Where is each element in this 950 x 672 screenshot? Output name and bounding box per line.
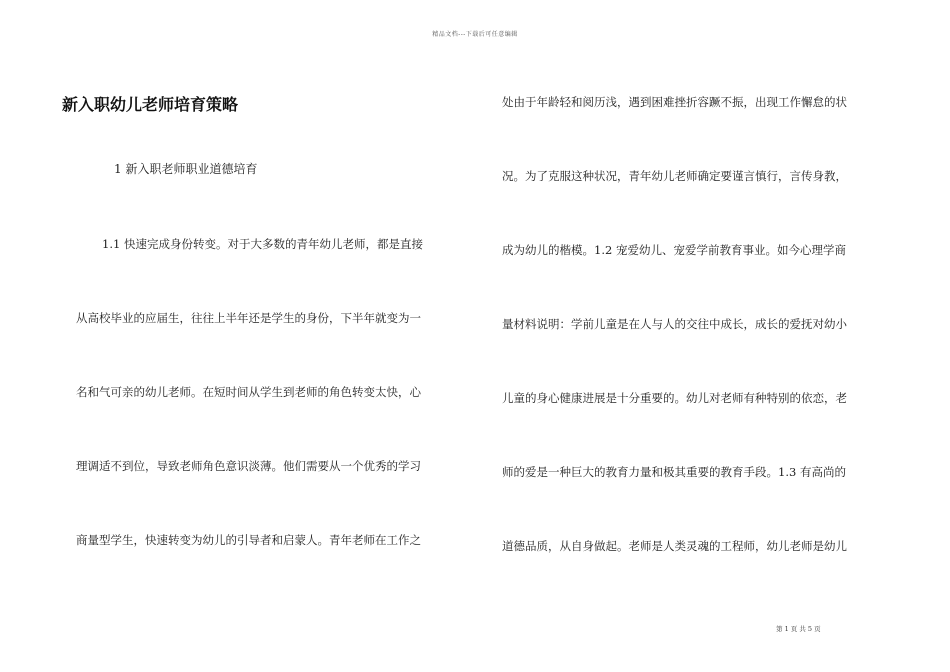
paragraph-line: 成为幼儿的楷模。1.2 宠爱幼儿、宠爱学前教育事业。如今心理学商 — [502, 243, 846, 257]
header-note: 精品文档---下载后可任意编辑 — [432, 31, 518, 38]
paragraph-line: 处由于年龄轻和阅历浅，遇到困难挫折容蹶不振，出现工作懈怠的状 — [502, 95, 847, 109]
section-heading: 1 新入职老师职业道德培育 — [114, 162, 258, 176]
paragraph-line: 商量型学生，快速转变为幼儿的引导者和启蒙人。青年老师在工作之 — [76, 533, 421, 547]
paragraph-line: 道德品质，从自身做起。老师是人类灵魂的工程师，幼儿老师是幼儿 — [502, 539, 847, 553]
paragraph-line: 从高校毕业的应届生，往往上半年还是学生的身份，下半年就变为一 — [76, 311, 421, 325]
document-title: 新入职幼儿老师培育策略 — [62, 95, 239, 114]
page-number: 第 1 页 共 5 页 — [776, 625, 821, 633]
paragraph-line: 理调适不到位，导致老师角色意识淡薄。他们需要从一个优秀的学习 — [76, 459, 421, 473]
paragraph-line: 1.1 快速完成身份转变。对于大多数的青年幼儿老师，都是直接 — [102, 237, 423, 251]
paragraph-line: 儿童的身心健康进展是十分重要的。幼儿对老师有种特别的依恋，老 — [502, 391, 847, 405]
paragraph-line: 量材料说明：学前儿童是在人与人的交往中成长，成长的爱抚对幼小 — [502, 317, 847, 331]
paragraph-line: 师的爱是一种巨大的教育力量和极其重要的教育手段。1.3 有高尚的 — [502, 465, 846, 479]
paragraph-line: 名和气可亲的幼儿老师。在短时间从学生到老师的角色转变太快，心 — [76, 385, 421, 399]
paragraph-line: 况。为了克服这种状况，青年幼儿老师确定要谨言慎行，言传身教， — [502, 169, 847, 183]
